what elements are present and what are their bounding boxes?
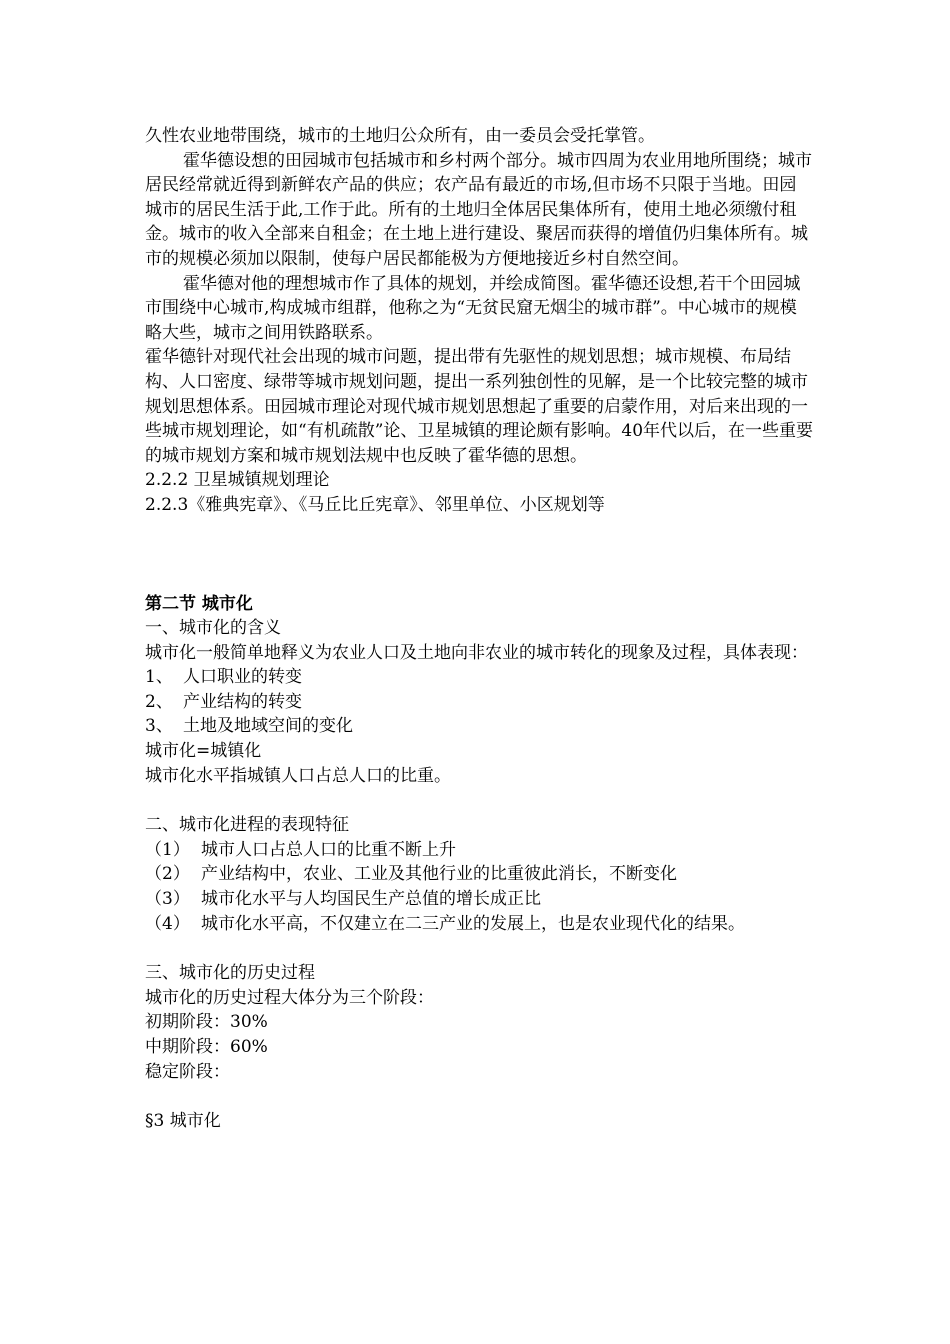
list-item-number: （1） [145,839,190,860]
document-page [145,124,813,1134]
list-item-text: 城市化水平高，不仅建立在二三产业的发展上，也是农业现代化的结果。 [201,913,745,934]
subheading-2-2-2: 2.2.2 卫星城镇规划理论 [145,470,330,491]
urbanization-level-definition: 城市化水平指城镇人口占总人口的比重。 [145,765,451,786]
list-item [145,665,813,690]
section-1-list [145,665,813,739]
list-item [145,838,813,863]
list-item-number: 3、 [145,716,173,737]
spacer [145,518,813,592]
list-item [145,714,813,739]
section-title: 第二节 城市化 [145,593,253,614]
spacer [145,1084,813,1109]
spacer [145,788,813,813]
spacer [145,936,813,961]
section-2-title: 二、城市化进程的表现特征 [145,815,349,836]
list-item-number: （2） [145,864,190,885]
urbanization-equation: 城市化=城镇化 [145,741,262,762]
list-item-number: 1、 [145,667,173,688]
stage-stable: 稳定阶段： [145,1061,230,1082]
stage-middle: 中期阶段：60% [145,1037,268,1057]
footer-heading: §3 城市化 [145,1111,221,1132]
list-item [145,862,813,887]
section-3-title: 三、城市化的历史过程 [145,963,315,984]
section-1-title: 一、城市化的含义 [145,618,281,639]
subheading-2-2-3: 2.2.3《雅典宪章》、《马丘比丘宪章》、邻里单位、小区规划等 [145,494,605,515]
paragraph-garden-city-concept: 霍华德设想的田园城市包括城市和乡村两个部分。城市四周为农业用地所围绕；城市居民经常就近得到新鲜农产品的供应；农产品有最近的市场,但市场不只限于当地。田园城市的居民生活于此,工作于此。所有的土地归全体居民集体所有，使用土地必须缴付租金。城市的收入全部来自租金；在土地上进行建设、聚居而获得的增值仍归集体所有。城市的规模必须加以限制，使每户居民都能极为方便地接近乡村自然空间。 [145,150,812,269]
list-item [145,912,813,937]
paragraph-continuation: 久性农业地带围绕，城市的土地归公众所有，由一委员会受托掌管。 [145,126,655,146]
section-1-paragraph: 城市化一般简单地释义为农业人口及土地向非农业的城市转化的现象及过程，具体表现： [145,642,808,663]
list-item-text: 产业结构的转变 [183,691,302,712]
list-item-text: 产业结构中，农业、工业及其他行业的比重彼此消长，不断变化 [201,864,677,885]
paragraph-garden-city-plan: 霍华德对他的理想城市作了具体的规划，并绘成简图。霍华德还设想,若干个田园城市围绕中心城市,构成城市组群，他称之为“无贫民窟无烟尘的城市群”。中心城市的规模略大些，城市之间用铁路联系。 [145,273,801,343]
list-item [145,887,813,912]
section-3-paragraph: 城市化的历史过程大体分为三个阶段： [145,987,434,1008]
list-item-text: 土地及地域空间的变化 [183,716,353,737]
list-item-number: （4） [145,913,190,934]
stage-initial: 初期阶段：30% [145,1012,268,1033]
list-item-text: 人口职业的转变 [183,667,302,688]
list-item-text: 城市人口占总人口的比重不断上升 [201,839,456,860]
list-item-number: （3） [145,889,190,910]
list-item-text: 城市化水平与人均国民生产总值的增长成正比 [201,889,541,910]
section-2-list [145,838,813,936]
list-item [145,690,813,715]
list-item-number: 2、 [145,691,173,712]
paragraph-howard-influence: 霍华德针对现代社会出现的城市问题，提出带有先驱性的规划思想；城市规模、布局结构、人口密度、绿带等城市规划问题，提出一系列独创性的见解，是一个比较完整的城市规划思想体系。田园城市理论对现代城市规划思想起了重要的启蒙作用，对后来出现的一些城市规划理论，如“有机疏散”论、卫星城镇的理论颇有影响。40年代以后，在一些重要的城市规划方案和城市规划法规中也反映了霍华德的思想。 [145,347,814,466]
